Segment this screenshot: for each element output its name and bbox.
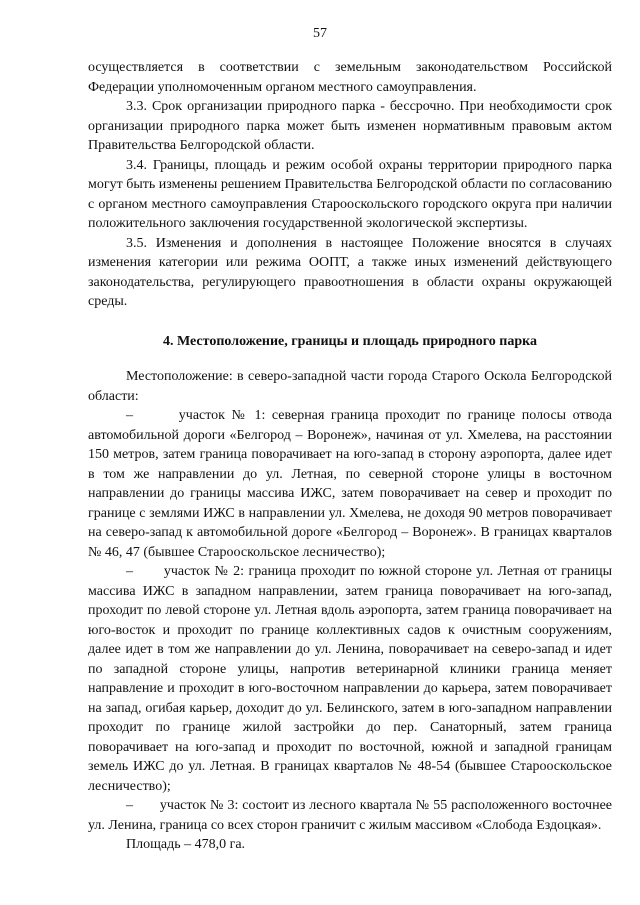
location-paragraph: Местоположение: в северо-западной части города Старого Оскола Белгородской области:: [88, 369, 612, 404]
list-item-plot-1: – участок № 1: северная граница проходит по границе полосы отвода автомобильной дороги «Белгород – Воронеж», начиная от ул. Хмелева, на расстоянии 150 метров, затем граница поворачивает на юго-запад в сторону аэропорта, далее идет в том же направлении до ул. Летная, по северной стороне улицы в восточном направлении до границы массива ИЖС, затем поворачивает на север и проходит по границе с землями ИЖС в направлении ул. Хмелева, не доходя 90 метров поворачивает на северо-запад к автомобильной дороге «Белгород – Воронеж». В границах кварталов № 46, 47 (бывшее Старооскольское лесничество);: [88, 408, 612, 560]
area-paragraph: Площадь – 478,0 га.: [126, 837, 246, 852]
paragraph-3-4: 3.4. Границы, площадь и режим особой охраны территории природного парка могут быть изменены решением Правительства Белгородской области по согласованию с органом местного самоуправления Старооскольского городского округа при наличии положительного заключения государственной экологической экспертизы.: [88, 157, 612, 231]
list-item-plot-2: – участок № 2: граница проходит по южной стороне ул. Летная от границы массива ИЖС в западном направлении, затем граница поворачивает на юго-запад, проходит по левой стороне ул. Летная вдоль аэропорта, затем граница поворачивает на юго-восток и проходит по границе коллективных садов к очистным сооружениям, далее идет в том же направлении до ул. Ленина, поворачивает на северо-запад и идет по западной стороне улицы, напротив ветеринарной клиники граница меняет направление и проходит в юго-восточном направлении до карьера, затем поворачивает на запад, огибая карьер, доходит до ул. Белинского, затем в юго-западном направлении проходит по границе жилой застройки до пер. Санаторный, затем граница поворачивает на юго-запад и проходит по восточной, южной и западной границам земель ИЖС до ул. Летная. В границах кварталов № 48-54 (бывшее Старооскольское лесничество);: [88, 564, 612, 794]
document-body: [88, 58, 612, 855]
paragraph-3-5: 3.5. Изменения и дополнения в настоящее Положение вносятся в случаях изменения категории или режима ООПТ, а также иных изменений действующего законодательства, регулирующего правоотношения в области охраны окружающей среды.: [88, 235, 612, 309]
section-heading: 4. Местоположение, границы и площадь природного парка: [163, 333, 537, 349]
paragraph-continuation: осуществляется в соответствии с земельным законодательством Российской Федерации уполномоченным органом местного самоуправления.: [88, 60, 612, 95]
paragraph-3-3: 3.3. Срок организации природного парка - бессрочно. При необходимости срок организации природного парка может быть изменен нормативным правовым актом Правительства Белгородской области.: [88, 99, 612, 153]
page-number: 57: [313, 26, 327, 41]
list-item-plot-3: – участок № 3: состоит из лесного квартала № 55 расположенного восточнее ул. Ленина, граница со всех сторон граничит с жилым массивом «Слобода Ездоцкая».: [88, 798, 612, 833]
